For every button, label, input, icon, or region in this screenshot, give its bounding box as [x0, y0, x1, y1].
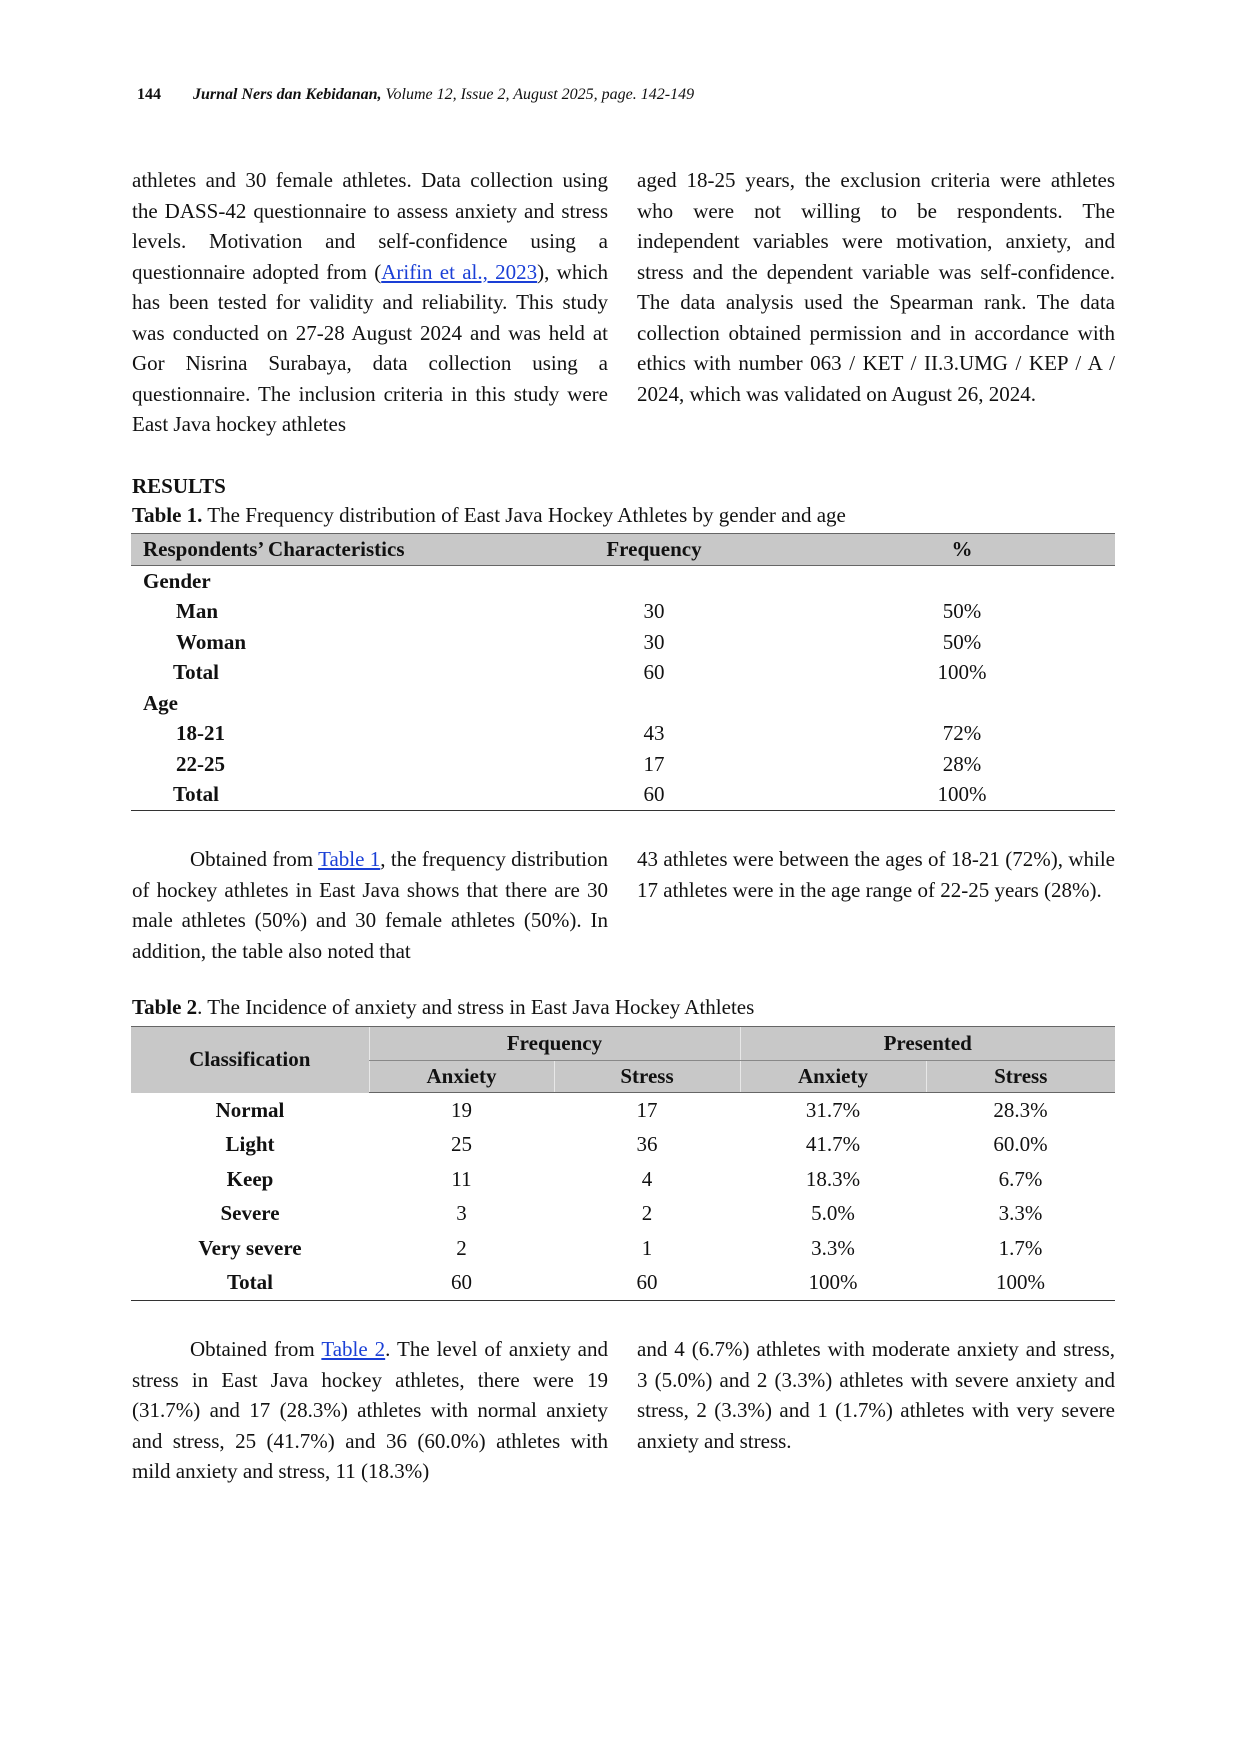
row-label: 18-21 [176, 721, 225, 746]
row-label: Total [173, 660, 219, 685]
table-row [131, 1231, 1115, 1266]
results-heading: RESULTS [132, 474, 226, 498]
table2-discussion-paragraph [132, 1334, 608, 1487]
row-label: Severe [220, 1201, 280, 1226]
row-label: Light [225, 1132, 275, 1157]
row-label: Normal [215, 1097, 285, 1122]
table1-discussion-right [637, 844, 1115, 905]
table1-group-label: Age [143, 690, 178, 715]
table2-discussion-left [132, 1334, 608, 1487]
row-label: Total [131, 1266, 369, 1301]
table1-group-label: Gender [143, 568, 211, 593]
table2-discussion-paragraph-right: and 4 (6.7%) athletes with moderate anxiety and stress, 3 (5.0%) and 2 (3.3%) athletes with severe anxiety and stress, 2 (3.3%) and 1 (1.7%) athletes with very severe anxiety and stress. [637, 1337, 1115, 1453]
row-label: Total [131, 780, 499, 811]
row-percent: 50% [942, 599, 982, 624]
table2-subheader-anxiety: Anxiety [740, 1061, 926, 1093]
table2-caption [132, 995, 754, 1020]
pct-anxiety: 5.0% [811, 1201, 855, 1226]
table1-link[interactable]: Table 1 [318, 847, 381, 871]
row-frequency: 60 [499, 780, 809, 811]
freq-stress: 4 [641, 1166, 653, 1191]
row-percent: 28% [942, 751, 982, 776]
table-row [131, 1093, 1115, 1128]
row-frequency: 43 [643, 721, 665, 746]
table1-caption [132, 503, 846, 528]
freq-stress: 2 [641, 1201, 653, 1226]
row-label: Keep [226, 1166, 274, 1191]
table2-subheader-stress: Stress [926, 1061, 1115, 1093]
table-row [131, 627, 1115, 658]
freq-anxiety: 2 [456, 1235, 467, 1260]
methods-paragraph-right: aged 18-25 years, the exclusion criteria were athletes who were not willing to be respondents. The independent variables were motivation, anxiety, and stress and the dependent variable was self-confidence. The data analysis used the Spearman rank. The data collection obtained permission and in accordance with ethics with number 063 / KET / II.3.UMG / KEP / A / 2024, which was validated on August 26, 2024. [637, 168, 1115, 406]
table2-caption-label: Table 2 [132, 995, 198, 1019]
freq-anxiety: 3 [456, 1201, 467, 1226]
table1-discussion-paragraph [132, 844, 608, 966]
row-label: Very severe [198, 1235, 302, 1260]
table2-discussion-right [637, 1334, 1115, 1456]
methods-paragraph-left [132, 165, 608, 440]
freq-anxiety: 25 [451, 1132, 472, 1157]
running-header [137, 86, 694, 104]
discussion-text: . The level of anxiety and stress in East Java hockey athletes, there were 19 (31.7%) and 17 (28.3%) athletes with normal anxiety and stress, 25 (41.7%) and 36 (60.0%) athletes with mild anxiety and stress, 11 (18.3%) [132, 1337, 608, 1483]
discussion-text: Obtained from [190, 1337, 322, 1361]
pct-stress: 60.0% [993, 1132, 1048, 1157]
pct-stress: 28.3% [993, 1097, 1048, 1122]
discussion-text: , the frequency distribution of hockey athletes in East Java shows that there are 30 male athletes (50%) and 30 female athletes (50%). In addition, the table also noted that [132, 847, 609, 963]
freq-stress: 60 [554, 1266, 740, 1301]
table1 [131, 533, 1115, 811]
table1-group-row [131, 566, 1115, 597]
pct-stress: 6.7% [998, 1166, 1043, 1191]
row-percent: 100% [937, 660, 987, 685]
row-label: 22-25 [176, 751, 225, 776]
page-number: 144 [137, 86, 161, 103]
freq-stress: 36 [636, 1132, 658, 1157]
table-row-total [131, 658, 1115, 689]
table-row-total [131, 1266, 1115, 1301]
table1-group-row [131, 688, 1115, 719]
table-row [131, 1128, 1115, 1163]
freq-anxiety: 19 [451, 1097, 472, 1122]
table2-subheader-stress: Stress [554, 1061, 740, 1093]
table1-header-row [131, 534, 1115, 566]
pct-anxiety: 18.3% [805, 1166, 861, 1191]
table2-subheader-anxiety: Anxiety [369, 1061, 554, 1093]
freq-stress: 17 [636, 1097, 658, 1122]
methods-text: ), which has been tested for validity and reliability. This study was conducted on 27-28 August 2024 and was held at Gor Nisrina Surabaya, data collection using a questionnaire. The inclusion criteria in this study were East Java hockey athletes [132, 259, 608, 436]
row-percent: 50% [942, 629, 982, 654]
row-label: Man [176, 599, 218, 624]
table-row [131, 749, 1115, 780]
row-percent: 100% [809, 780, 1115, 811]
pct-stress: 100% [926, 1266, 1115, 1301]
row-frequency: 30 [643, 599, 665, 624]
journal-name: Jurnal Ners dan Kebidanan, [193, 86, 382, 103]
table1-header-characteristics: Respondents’ Characteristics [131, 534, 499, 566]
citation-link-arifin[interactable]: Arifin et al., 2023 [381, 259, 538, 284]
row-frequency: 30 [643, 629, 665, 654]
row-frequency: 60 [643, 660, 665, 685]
freq-stress: 1 [641, 1235, 653, 1260]
row-percent: 72% [942, 721, 982, 746]
table1-caption-text: The Frequency distribution of East Java Hockey Athletes by gender and age [202, 503, 846, 527]
table1-header-frequency: Frequency [499, 534, 809, 566]
table-row [131, 597, 1115, 628]
freq-anxiety: 60 [369, 1266, 554, 1301]
table-row [131, 1197, 1115, 1232]
table2-header-classification: Classification [131, 1027, 369, 1093]
methods-right-column [637, 165, 1115, 409]
methods-text: athletes and 30 female athletes. Data collection using the DASS-42 questionnaire to assess anxiety and stress levels. Motivation and self-confidence using a questionnaire adopted from ( [132, 168, 608, 284]
table1-header-percent: % [809, 534, 1115, 566]
table1-discussion-left [132, 844, 608, 966]
row-frequency: 17 [643, 751, 665, 776]
discussion-text: Obtained from [190, 847, 319, 871]
table1-caption-label: Table 1. [132, 503, 203, 527]
pct-anxiety: 100% [740, 1266, 926, 1301]
pct-stress: 3.3% [998, 1201, 1043, 1226]
journal-info: Volume 12, Issue 2, August 2025, page. 142-149 [385, 86, 695, 103]
table1-discussion-paragraph-right: 43 athletes were between the ages of 18-21 (72%), while 17 athletes were in the age range of 22-25 years (28%). [637, 847, 1115, 902]
table-row-total [131, 780, 1115, 811]
row-label: Woman [176, 629, 247, 654]
table-row [131, 719, 1115, 750]
methods-left-column [132, 165, 608, 440]
pct-anxiety: 3.3% [811, 1235, 855, 1260]
table2-header-row [131, 1027, 1115, 1061]
table2-header-frequency: Frequency [369, 1027, 740, 1061]
pct-anxiety: 31.7% [805, 1097, 861, 1122]
pct-stress: 1.7% [998, 1235, 1043, 1260]
table-row [131, 1162, 1115, 1197]
table2-header-presented: Presented [740, 1027, 1115, 1061]
pct-anxiety: 41.7% [805, 1132, 861, 1157]
table2-link[interactable]: Table 2 [321, 1337, 386, 1361]
table2-caption-text: . The Incidence of anxiety and stress in East Java Hockey Athletes [197, 995, 755, 1019]
table2 [131, 1026, 1115, 1301]
freq-anxiety: 11 [451, 1166, 472, 1191]
